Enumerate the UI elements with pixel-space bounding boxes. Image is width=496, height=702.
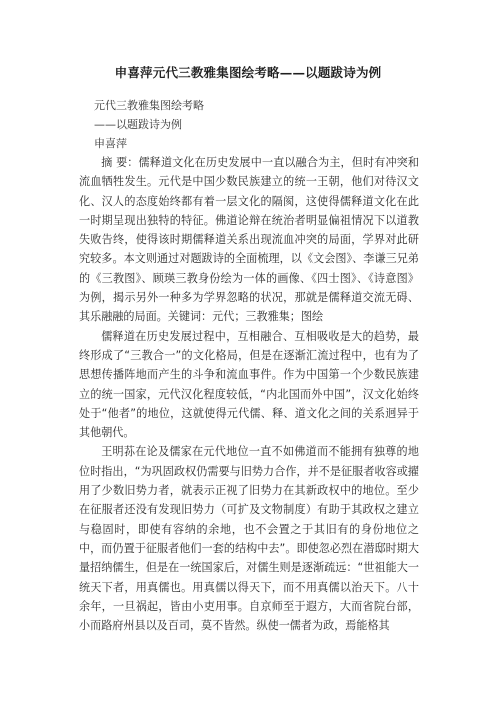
document-title: 申喜萍元代三教雅集图绘考略——以题跋诗为例 xyxy=(114,65,382,80)
abstract-paragraph: 摘 要：儒释道文化在历史发展中一直以融合为主，但时有冲突和流血牺牲发生。元代是中国少数民族建立的统一王朝，他们对待汉文化、汉人的态度始终都有着一层文化的隔阂，这使得儒释道文化在此一时期呈现出独特的特征。佛道论辩在统治者明显偏祖情况下以道教失败告终，使得该时期儒释道关系出现流血冲突的局面，学界对此研究较多。本文则通过对题跋诗的全面梳理，以《文会图》、李谦三兄弟的《三教图》、顾瑛三教身份绘为一体的画像、《四士图》、《诗意图》为例，揭示另外一种多为学界忽略的状况，那就是儒释道交流无碍、其乐融融的局面。关键词：元代；三教雅集；图绘 xyxy=(79,156,419,324)
body-paragraph: 儒释道在历史发展过程中，互相融合、互相吸收是大的趋势，最终形成了“三教合一”的文化格局，但是在逐渐汇流过程中，也有为了思想传播阵地而产生的斗争和流血事件。作为中国第一个少数民族建立的统一国家，元代汉化程度较低，“内北国而外中国”，汉文化始终处于“他者”的地位，这就使得元代儒、释、道文化之间的关系迥异于其他朝代。 xyxy=(79,329,419,440)
document-author: 申喜萍 xyxy=(94,137,127,150)
body-paragraph: 王明荪在论及儒家在元代地位一直不如佛道而不能拥有独尊的地位时指出，“为巩固政权仍需要与旧势力合作，并不是征服者收容或擢用了少数旧势力者，就表示正视了旧势力在其新政权中的地位。至少在征服者还没有发现旧势力（可扩及文物制度）有助于其政权之建立与稳固时，即使有容纳的余地，也不会置之于其旧有的身份地位之中，而仍置于征服者他们一套的结构中去”。即使忽必烈在潜邸时期大量招纳儒生，但是在一统国家后，对儒生则是逐渐疏远：“世祖能大一统天下者，用真儒也。用真儒以得天下，而不用真儒以治天下。八十余年，一旦祸起，皆由小吏用事。自京师至于遐方，大而省院台部，小而路府州县以及百司，莫不皆然。纵使一儒者为政，焉能格其 xyxy=(79,445,419,633)
document-body xyxy=(79,153,419,635)
document-subtitle-line2: ——以题跋诗为例 xyxy=(94,118,182,131)
document-subtitle-line1: 元代三教雅集图绘考略 xyxy=(94,99,204,112)
